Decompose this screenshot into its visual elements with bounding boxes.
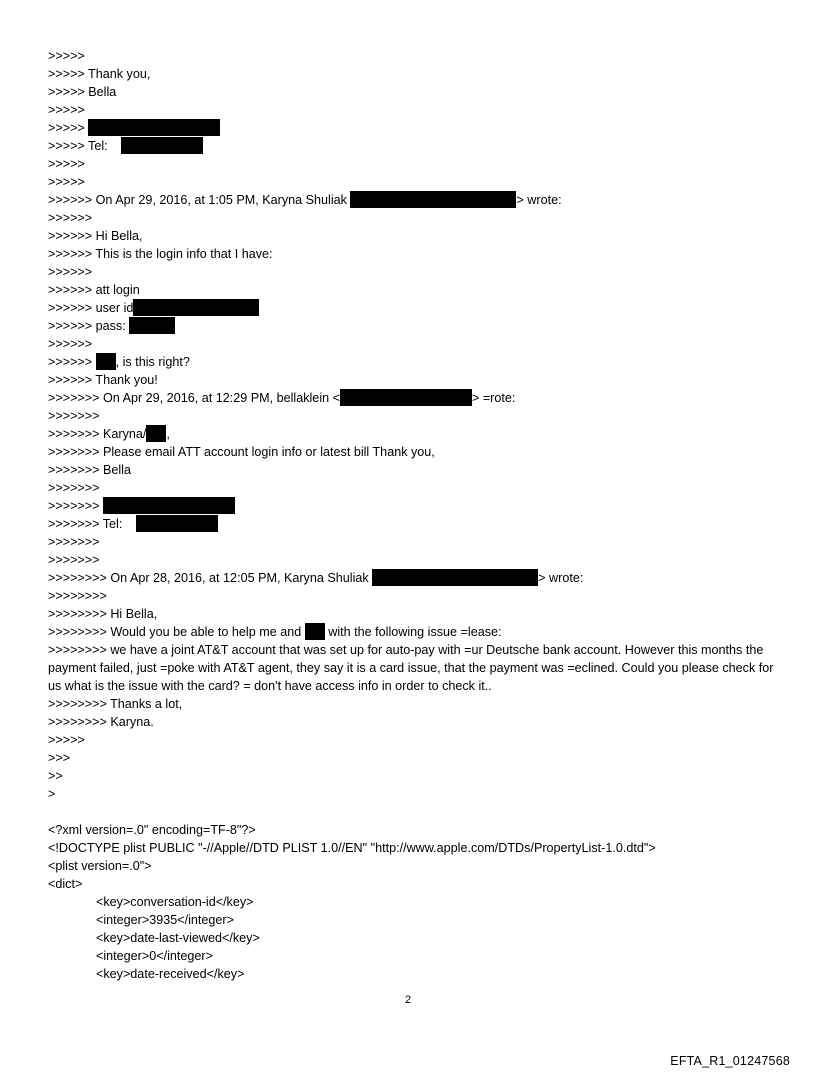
- email-line: >>>>>>>: [48, 535, 100, 549]
- plist-line: <key>date-last-viewed</key>: [96, 931, 260, 945]
- plist-line: <?xml version=.0" encoding=TF-8"?>: [48, 823, 256, 837]
- email-paragraph: >>>>>>>> we have a joint AT&T account that was set up for auto-pay with =ur Deutsche bank account. However this months the payment failed, just =poke with AT&T agent, they say it is a card issue, that the payment was =eclined. Could you please check for us what is the issue with the card? = don't have access info in order to check it..: [48, 643, 774, 693]
- plist-line: <key>date-received</key>: [96, 967, 245, 981]
- redaction-box: [146, 425, 166, 442]
- plist-line: <dict>: [48, 877, 83, 891]
- email-line: >>>>>> This is the login info that I have:: [48, 247, 273, 261]
- email-line: >>>>>>>> On Apr 28, 2016, at 12:05 PM, Karyna Shuliak > wrote:: [48, 571, 584, 585]
- email-line: >>>>>> att login: [48, 283, 140, 297]
- redaction-box: [136, 515, 218, 532]
- email-line: >>>>> Bella: [48, 85, 117, 99]
- redaction-box: [350, 191, 516, 208]
- email-line: >>>>>> On Apr 29, 2016, at 1:05 PM, Karyna Shuliak > wrote:: [48, 193, 562, 207]
- redaction-box: [340, 389, 472, 406]
- plist-line: <key>conversation-id</key>: [96, 895, 254, 909]
- redaction-box: [121, 137, 203, 154]
- bates-number: EFTA_R1_01247568: [670, 1054, 790, 1068]
- email-line: >>>>>>> On Apr 29, 2016, at 12:29 PM, bellaklein < > =rote:: [48, 391, 516, 405]
- redaction-box: [372, 569, 538, 586]
- email-line: >>>>>>> Tel:: [48, 515, 778, 533]
- email-line: >>>>>: [48, 103, 85, 117]
- email-line: >>>>> Thank you,: [48, 67, 151, 81]
- redaction-box: [129, 317, 175, 334]
- redaction-box: [88, 119, 220, 136]
- email-line: >>>>>>>> Karyna.: [48, 715, 154, 729]
- email-line: >>>>>> , is this right?: [48, 355, 190, 369]
- email-line: >>>>>>>> Thanks a lot,: [48, 697, 183, 711]
- email-line: >>>>>> Hi Bella,: [48, 229, 143, 243]
- email-line: >>>>>> user id: [48, 299, 778, 317]
- document-body: [48, 47, 778, 983]
- email-line: >>>>>> pass:: [48, 317, 778, 335]
- email-line: >>>>>>>: [48, 409, 100, 423]
- email-line: >>>>>>>: [48, 497, 778, 515]
- email-line: >>>>>>>: [48, 481, 100, 495]
- email-line: >>>>>>>> Would you be able to help me and with the following issue =lease:: [48, 625, 502, 639]
- email-line: >>>: [48, 751, 71, 765]
- redaction-box: [133, 299, 259, 316]
- email-line: >>>>>>>> Hi Bella,: [48, 607, 158, 621]
- email-line: >>>>>: [48, 119, 778, 137]
- plist-line: <integer>3935</integer>: [96, 913, 234, 927]
- email-line: >>>>>>> Please email ATT account login info or latest bill Thank you,: [48, 445, 435, 459]
- email-line: >>>>>>: [48, 211, 93, 225]
- email-line: >>>>>> Thank you!: [48, 373, 158, 387]
- email-line: >>: [48, 769, 63, 783]
- email-line: >>>>>>>: [48, 553, 100, 567]
- email-line: >>>>>: [48, 733, 85, 747]
- email-line: >>>>>>> Bella: [48, 463, 131, 477]
- email-line: >>>>>>: [48, 337, 93, 351]
- redaction-box: [305, 623, 325, 640]
- email-line: >: [48, 787, 56, 801]
- section-gap: [48, 803, 778, 821]
- plist-line: <integer>0</integer>: [96, 949, 213, 963]
- plist-line: <!DOCTYPE plist PUBLIC "-//Apple//DTD PLIST 1.0//EN" "http://www.apple.com/DTDs/PropertyList-1.0.dtd">: [48, 841, 656, 855]
- redaction-box: [96, 353, 116, 370]
- page-number: 2: [404, 994, 412, 1006]
- redaction-box: [103, 497, 235, 514]
- email-line: >>>>>: [48, 157, 85, 171]
- email-line: >>>>>>: [48, 265, 93, 279]
- email-line: >>>>> Tel:: [48, 137, 778, 155]
- email-line: >>>>>>>>: [48, 589, 107, 603]
- email-line: >>>>>: [48, 49, 85, 63]
- plist-line: <plist version=.0">: [48, 859, 152, 873]
- email-line: >>>>>: [48, 175, 85, 189]
- email-line: >>>>>>> Karyna/ ,: [48, 427, 170, 441]
